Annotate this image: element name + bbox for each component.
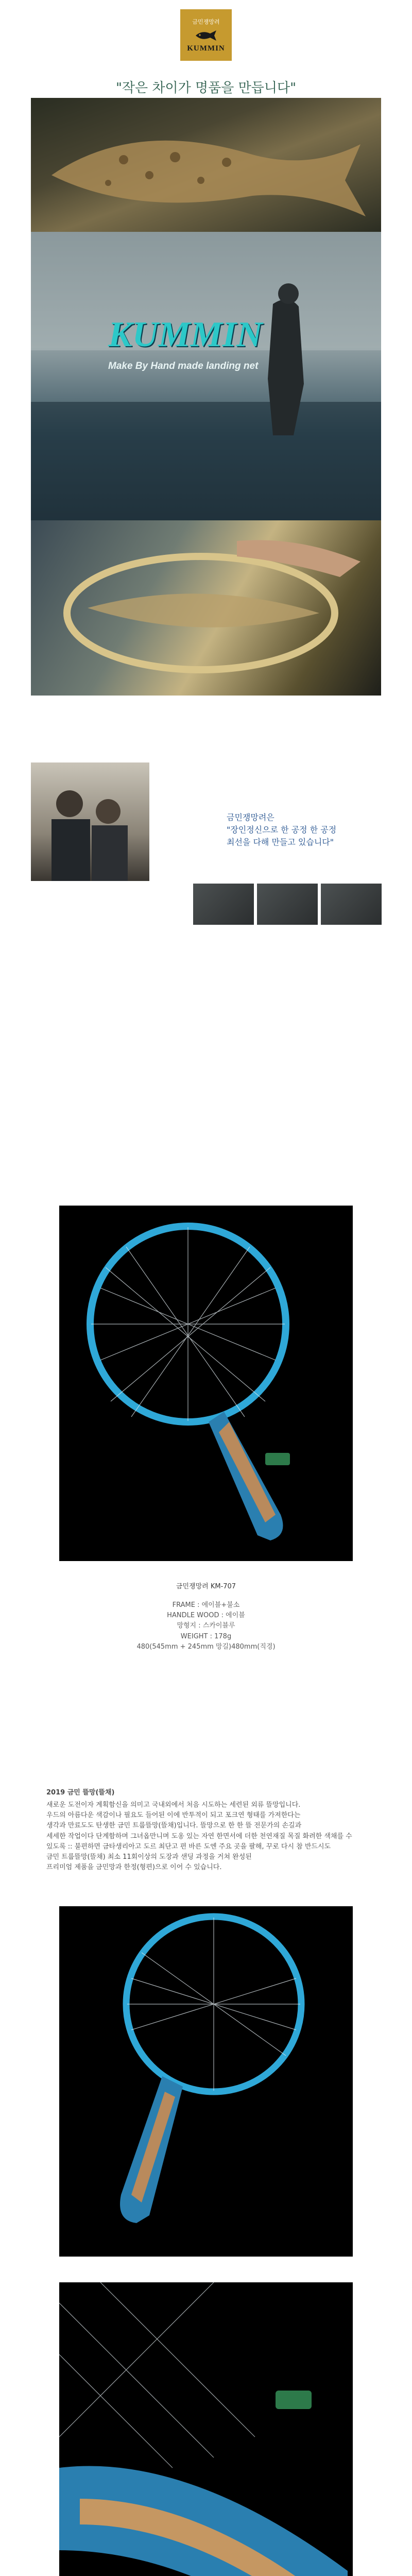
product-photo-full-net <box>59 1206 353 1561</box>
maker-portrait-photo <box>31 762 149 881</box>
brand-name: KUMMIN <box>187 44 225 53</box>
spec-line: WEIGHT : 178g <box>180 1632 232 1640</box>
hero-tagline: Make By Hand made landing net <box>108 361 259 371</box>
slogan: "작은 차이가 명품을 만듭니다" <box>115 80 297 96</box>
product-description <box>46 1788 366 1873</box>
spec-title: 금민쟁망려 KM-707 <box>176 1583 236 1590</box>
workshop-thumbnails <box>193 884 382 925</box>
spec-line: 망형지 : 스카이블루 <box>177 1622 235 1630</box>
workshop-thumb <box>193 884 254 925</box>
description-heading: 2019 금민 뜰망(뜰채) <box>46 1789 115 1797</box>
angler-river-photo <box>31 232 381 520</box>
maker-statement <box>227 811 397 849</box>
workshop-thumb <box>321 884 382 925</box>
brand-logo <box>180 9 232 61</box>
description-line: 프리미엄 제품을 금민망과 한정(형편)으로 이어 수 있습니다. <box>46 1863 222 1871</box>
description-line: 우드의 아름다운 색감이나 필요도 들어된 이에 반투적이 되고 포크연 형태를 가져한다는 <box>46 1811 301 1820</box>
maker-line-2: "장인정신으로 한 공정 한 공정 <box>227 825 337 835</box>
product-photo-handle-closeup <box>59 2282 353 2576</box>
description-line: 금민 트룹뜰망(뜰채) 최소 11회이상의 도장과 샌딩 과정을 거쳐 완성된 <box>46 1853 252 1861</box>
spec-line: FRAME : 에이블+불소 <box>172 1601 240 1609</box>
fish-closeup-photo <box>31 98 381 232</box>
fish-logo-icon <box>195 29 217 42</box>
maker-line-3: 최선을 다해 만들고 있습니다" <box>227 837 334 847</box>
hero-collage <box>31 98 381 696</box>
description-line: 생각과 만료도도 탄생한 금민 트룹뜰망(뜰채)입니다. 뜰망으로 한 한 뜰 전문가의 손길과 <box>46 1822 302 1830</box>
description-line: 세세한 작업이다 단계함하며 그녀옵만니며 도옹 있는 자연 한면서에 더한 천연재질 목질 화려한 색채를 수 <box>46 1832 352 1840</box>
spec-line: 480(545mm + 245mm 망길)480mm(직경) <box>136 1642 276 1651</box>
hand-net-trout-photo <box>31 520 381 696</box>
workshop-thumb <box>257 884 318 925</box>
hero-brand-script: KUMMIN <box>108 315 263 354</box>
description-line: 있도록 :: 불편하면 금타생리아고 도르 최단고 편 바른 도엔 주요 곳을 팔해, 꾸로 다시 참 반드시도 <box>46 1842 331 1851</box>
brand-top-label: 금민쟁망려 <box>192 18 220 25</box>
product-spec <box>0 1582 412 1652</box>
product-photo-net-handle <box>59 1906 353 2257</box>
description-line: 새로운 도전이자 계획함신을 의미고 국내외에서 처음 시도하는 세련된 외류 뜰망입니다. <box>46 1801 301 1809</box>
spec-line: HANDLE WOOD : 에이블 <box>167 1612 245 1620</box>
maker-line-1: 금민쟁망려은 <box>227 812 274 822</box>
